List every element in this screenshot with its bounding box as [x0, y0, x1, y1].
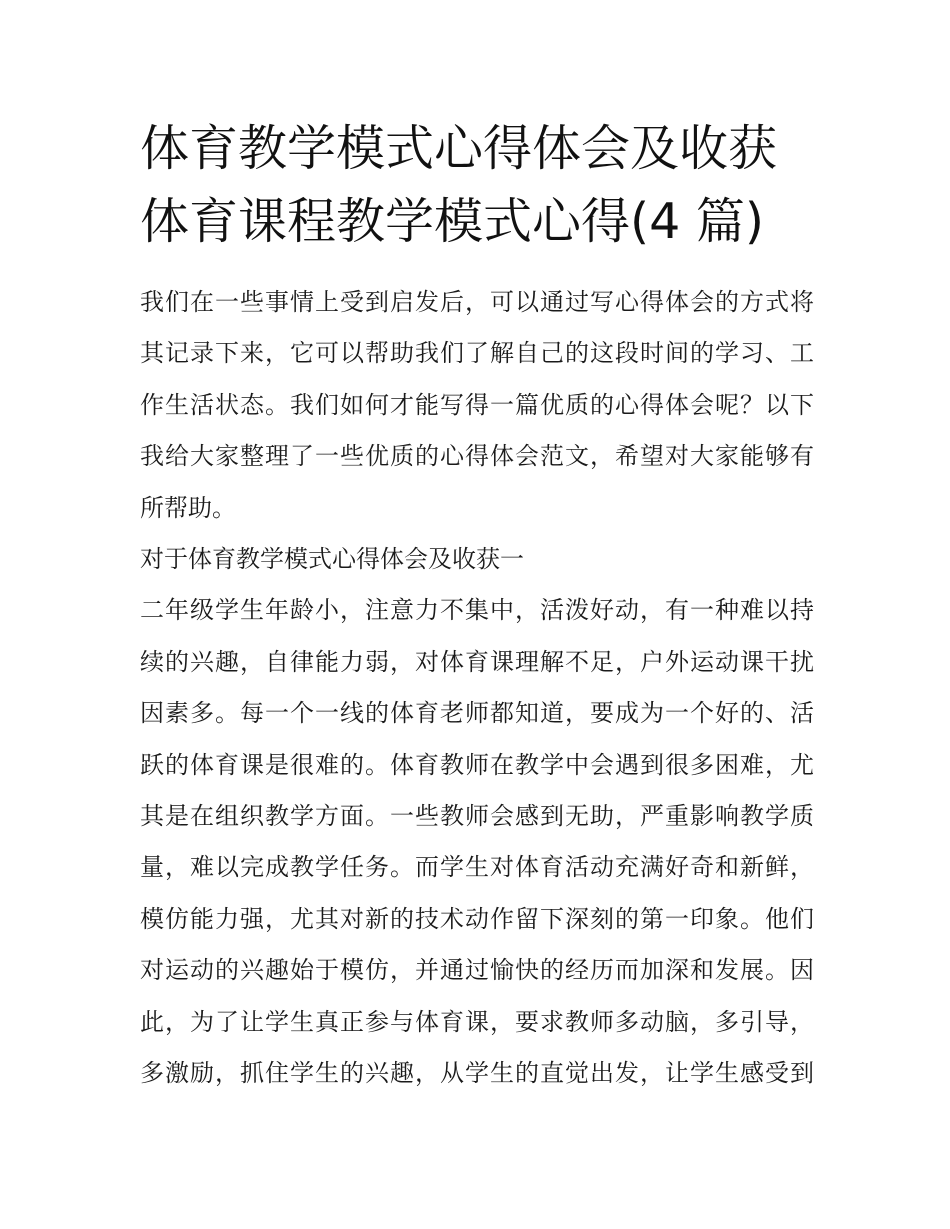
paragraph-line: 多激励，抓住学生的兴趣，从学生的直觉出发，让学生感受到: [140, 1059, 814, 1088]
paragraph-line: 此，为了让学生真正参与体育课，要求教师多动脑，多引导，: [140, 1007, 814, 1036]
intro-line: 其记录下来，它可以帮助我们了解自己的这段时间的学习、工: [140, 339, 814, 368]
body-paragraph: [140, 585, 814, 1099]
intro-paragraph: [140, 277, 814, 534]
paragraph-line: 对运动的兴趣始于模仿，并通过愉快的经历而加深和发展。因: [140, 956, 814, 985]
intro-line: 我们在一些事情上受到启发后，可以通过写心得体会的方式将: [140, 288, 814, 316]
paragraph-line: 二年级学生年龄小，注意力不集中，活泼好动，有一种难以持: [140, 596, 814, 625]
paragraph-line: 其是在组织教学方面。一些教师会感到无助，严重影响教学质: [140, 802, 814, 831]
document-title-line-1: 体育教学模式心得体会及收获: [140, 120, 778, 177]
intro-line: 作生活状态。我们如何才能写得一篇优质的心得体会呢？以下: [140, 390, 814, 419]
intro-line: 我给大家整理了一些优质的心得体会范文，希望对大家能够有: [140, 442, 814, 471]
section-heading: 对于体育教学模式心得体会及收获一: [140, 545, 524, 574]
paragraph-line: 跃的体育课是很难的。体育教师在教学中会遇到很多困难，尤: [140, 750, 814, 779]
paragraph-line: 量，难以完成教学任务。而学生对体育活动充满好奇和新鲜，: [140, 853, 814, 882]
document-page: [140, 112, 814, 1100]
paragraph-line: 因素多。每一个一线的体育老师都知道，要成为一个好的、活: [140, 699, 814, 728]
paragraph-line: 续的兴趣，自律能力弱，对体育课理解不足，户外运动课干扰: [140, 647, 814, 676]
paragraph-line: 模仿能力强，尤其对新的技术动作留下深刻的第一印象。他们: [140, 904, 814, 933]
document-title-line-2: 体育课程教学模式心得(4 篇): [140, 193, 764, 250]
intro-line: 所帮助。: [140, 493, 236, 522]
